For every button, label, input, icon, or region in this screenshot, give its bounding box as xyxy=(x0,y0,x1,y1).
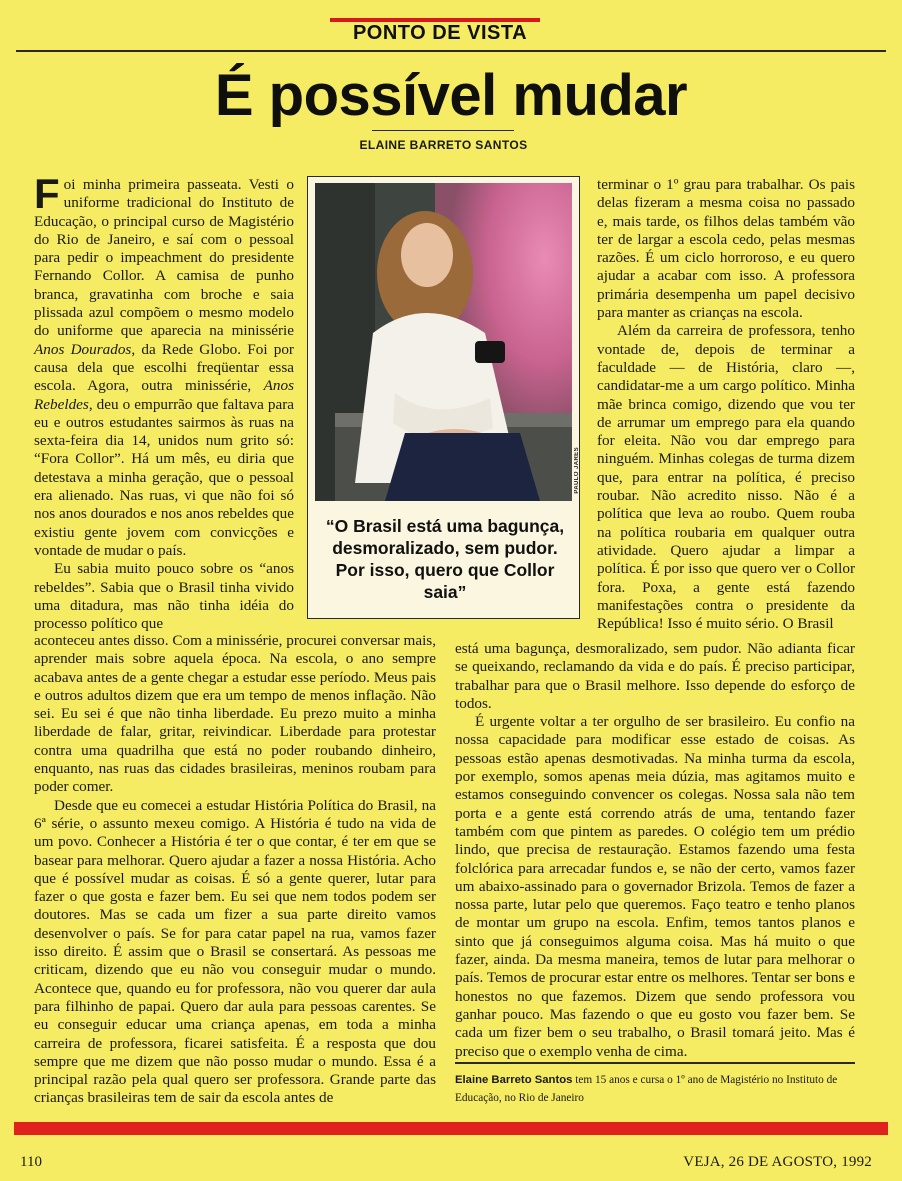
paragraph: terminar o 1º grau para trabalhar. Os pais delas fizeram a mesma coisa no passado e, mais tarde, os filhos delas também vão ter de largar a escola cedo, pelas mesmas razões. É um ciclo horroroso, e eu quero ajudar a acabar com isso. A professora primária desempenha um papel decisivo para manter as crianças na escola. xyxy=(597,176,855,322)
paragraph: Eu sabia muito pouco sobre os “anos rebeldes”. Sabia que o Brasil tinha vivido uma ditadura, mas não tinha idéia do processo político que xyxy=(34,560,294,633)
paragraph: está uma bagunça, desmoralizado, sem pudor. Não adianta ficar se queixando, reclamando da vida e do país. É preciso participar, trabalhar para que o Brasil melhore. Isso depende do esforço de todos. xyxy=(455,640,855,712)
column-right xyxy=(597,176,855,633)
photo-box xyxy=(307,176,580,619)
header-rule xyxy=(16,50,886,52)
author-bio xyxy=(455,1072,855,1107)
column-left-wide xyxy=(34,632,436,1108)
drop-cap: F xyxy=(34,170,60,217)
footer-red-bar xyxy=(14,1122,888,1135)
paragraph: aconteceu antes disso. Com a minissérie, procurei conversar mais, aprender mais sobre aquela época. Na escola, o ano sempre acabava antes de a gente chegar a estudar esse período. Meus pais e outros adultos dizem que era um tempo de menos inflação. Não sei. Eu sei é que não tinha liberdade. Eu prezo muito a minha liberdade de falar, gritar, reivindicar. Liberdade para protestar contra uma quadrilha que está no poder roubando dinheiro, enquanto, nas ruas das cidades brasileiras, meninos roubam para poder comer. xyxy=(34,632,436,796)
series-title: Anos Rebeldes xyxy=(34,377,294,413)
author-byline: ELAINE BARRETO SANTOS xyxy=(359,138,528,152)
bio-rule xyxy=(455,1062,855,1064)
paragraph: Além da carreira de professora, tenho vontade de, depois de terminar a faculdade — de História, claro —, candidatar-me a um cargo político. Minha mãe brinca comigo, dizendo que vou ter de arrumar um emprego para ela quando for eleita. Não vou dar emprego para ninguém. Minhas colegas de turma dizem que, para entrar na política, é preciso roubar. Não acredito nisso. Não é a política que leva ao roubo. Quem rouba na política roubaria em qualquer outra atividade. Quero ajudar a limpar a política. É por isso que quero ver o Collor fora. Poxa, a gente está fazendo manifestações contra o presidente da República! Isso é muito sério. O Brasil xyxy=(597,322,855,633)
portrait-illustration xyxy=(315,183,572,501)
section-label: PONTO DE VISTA xyxy=(352,22,528,44)
column-left xyxy=(34,170,294,633)
paragraph: É urgente voltar a ter orgulho de ser brasileiro. Eu confio na nossa capacidade para modificar esse estado de coisas. As pessoas estão apenas desmotivadas. Na minha turma da escola, por exemplo, somos apenas meia dúzia, mas agitamos muito e estamos conseguindo convencer os colegas. Nossa sala não tem porta e a gente está correndo atrás de uma, tentando fazer também com que pintem as paredes. O colégio tem um prédio lindo, que precisa de restauração. Estamos fazendo uma festa folclórica para arrecadar fundos e, se não der certo, vamos fazer um abaixo-assinado para o governador Brizola. Temos de fazer a nossa parte, lutar pelo que queremos. Faço teatro e tenho planos de montar um grupo na escola. Enfim, temos tantos planos e sinto que já conseguimos alguma coisa. Mas há muito o que fazer, ainda. Da mesma maneira, temos de lutar para melhorar o país. Temos de procurar estar entre os melhores. Tentar ser bons e honestos no que fazemos. Dizem que sendo professora vou ganhar pouco. Mas fazendo o que eu gosto vou fazer bem. Se cada um fizer bem o seu trabalho, o Brasil tomará jeito. Mas é preciso que o exemplo venha de cima. xyxy=(455,713,855,1060)
issue-info: VEJA, 26 DE AGOSTO, 1992 xyxy=(683,1154,872,1170)
pull-quote: “O Brasil está uma bagunça, desmoralizado, sem pudor. Por isso, quero que Collor saia” xyxy=(325,516,565,602)
bio-text: tem 15 anos e cursa o 1º ano de Magistério no Instituto de Educação, no Rio de Janeiro xyxy=(455,1074,838,1104)
paragraph: Foi minha primeira passeata. Vesti o uniforme tradicional do Instituto de Educação, o principal curso de Magistério do Rio de Janeiro, e saí com o pessoal para pedir o impeachment do presidente Fernando Collor. A camisa de punho branca, gravatinha com broche e saia plissada azul compõem o mesmo modelo do uniforme que aparecia na minissérie Anos Dourados, da Rede Globo. Foi por causa dela que escolhi freqüentar essa escola. Agora, outra minissérie, Anos Rebeldes, deu o empurrão que faltava para eu e outros estudantes sairmos às ruas na sexta-feira dia 14, unidos num grito só: “Fora Collor”. Há um mês, eu diria que detestava a minha geração, que o pessoal era alienado. Nas ruas, vi que não foi só nos anos dourados e nos anos rebeldes que existiu gente jovem com convicções e vontade de mudar o país. xyxy=(34,170,294,559)
column-right-wide xyxy=(455,640,855,1061)
bio-name: Elaine Barreto Santos xyxy=(455,1074,573,1086)
portrait-photo xyxy=(315,183,572,501)
paragraph: Desde que eu comecei a estudar História Política do Brasil, na 6ª série, o assunto mexeu comigo. A História é tudo na vida de um povo. Conhecer a História é ter o que contar, é ter em que se basear para melhorar. Quero ajudar a fazer a nossa História. Acho que é possível mudar as coisas. É só a gente querer, lutar para fazer o que gosta e fazer bem. Eu sei que nem todos podem ser doutores. Mas se cada um fizer a sua parte direito vamos desenvolver o país. Se for para catar papel na rua, vamos fazer isso direito. É assim que o Brasil se consertará. As pessoas me criticam, dizendo que eu não vou conseguir mudar o mundo. Acontece que, quando eu for professora, não vou querer dar aula para filhinho de papai. Quero dar aula para pessoas carentes. Se eu conseguir educar uma criança apenas, em toda a minha carreira de professora, ficarei satisfeita. É a resposta que dou sempre que me dizem que não posso mudar o mundo. Essa é a principal razão pela qual quero ser professora. Grande parte das crianças brasileiras tem de sair da escola antes de xyxy=(34,796,436,1107)
series-title: Anos Dourados xyxy=(34,340,132,358)
byline-rule xyxy=(372,130,514,131)
page-number: 110 xyxy=(20,1154,42,1170)
article-title: É possível mudar xyxy=(214,63,688,128)
photo-credit: PAULO JARES xyxy=(574,447,580,494)
